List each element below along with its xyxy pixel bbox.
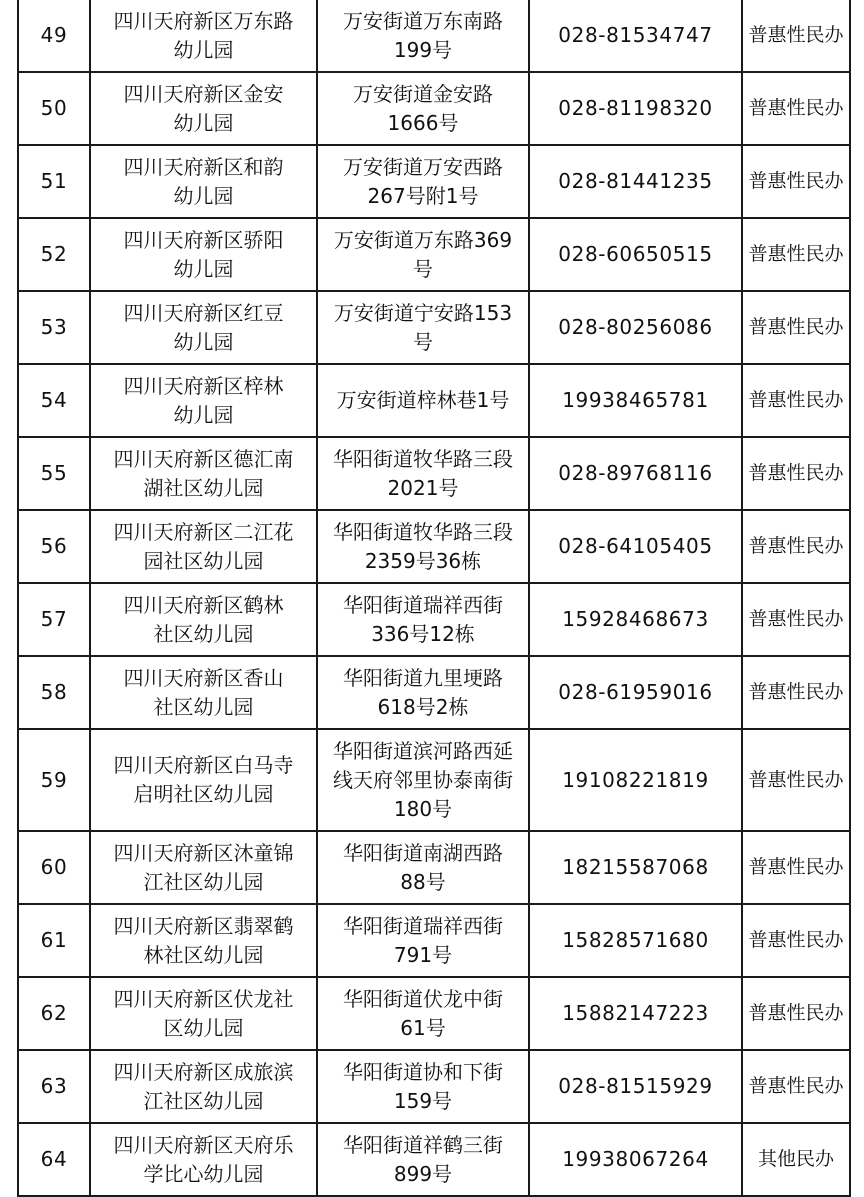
address-line: 华阳街道牧华路三段 bbox=[333, 519, 513, 544]
phone-cell bbox=[529, 510, 742, 583]
row-number-cell bbox=[18, 904, 90, 977]
address-line: 267号附1号 bbox=[367, 183, 479, 208]
phone-cell bbox=[529, 583, 742, 656]
kindergarten-name-cell bbox=[90, 510, 317, 583]
address-line: 华阳街道瑞祥西街 bbox=[343, 913, 503, 938]
phone-cell bbox=[529, 145, 742, 218]
address-line: 万安街道梓林巷1号 bbox=[336, 388, 510, 412]
phone-number: 028-60650515 bbox=[558, 242, 713, 266]
kindergarten-table bbox=[17, 0, 851, 1197]
phone-cell bbox=[529, 977, 742, 1050]
kindergarten-name-cell bbox=[90, 145, 317, 218]
row-number: 61 bbox=[40, 928, 68, 952]
ownership-type: 其他民办 bbox=[757, 1148, 834, 1170]
address-cell bbox=[317, 583, 529, 656]
kindergarten-name-cell bbox=[90, 831, 317, 904]
kindergarten-name-line: 社区幼儿园 bbox=[153, 694, 254, 719]
ownership-type-cell bbox=[742, 0, 850, 72]
address-line: 336号12栋 bbox=[371, 621, 475, 646]
address-line: 华阳街道伏龙中街 bbox=[343, 986, 503, 1011]
ownership-type-cell bbox=[742, 364, 850, 437]
address-line: 88号 bbox=[400, 869, 446, 894]
address-cell bbox=[317, 291, 529, 364]
table-row bbox=[18, 831, 850, 904]
row-number: 56 bbox=[40, 534, 68, 558]
phone-number: 028-89768116 bbox=[558, 461, 713, 485]
kindergarten-name-line: 幼儿园 bbox=[173, 256, 234, 281]
ownership-type: 普惠性民办 bbox=[748, 462, 844, 484]
address-line: 万安街道宁安路153 bbox=[333, 300, 513, 325]
ownership-type: 普惠性民办 bbox=[748, 681, 844, 703]
kindergarten-name-line: 园社区幼儿园 bbox=[143, 548, 264, 573]
ownership-type-cell bbox=[742, 583, 850, 656]
address-cell bbox=[317, 904, 529, 977]
row-number-cell bbox=[18, 656, 90, 729]
kindergarten-name-cell bbox=[90, 291, 317, 364]
ownership-type-cell bbox=[742, 437, 850, 510]
phone-cell bbox=[529, 729, 742, 831]
phone-cell bbox=[529, 291, 742, 364]
ownership-type: 普惠性民办 bbox=[748, 768, 844, 791]
address-line: 159号 bbox=[393, 1088, 453, 1113]
kindergarten-name-line: 四川天府新区翡翠鹤 bbox=[113, 913, 294, 938]
row-number-cell bbox=[18, 0, 90, 72]
ownership-type-cell bbox=[742, 291, 850, 364]
phone-number: 028-81441235 bbox=[558, 169, 713, 193]
phone-number: 15882147223 bbox=[562, 1001, 709, 1025]
ownership-type: 普惠性民办 bbox=[748, 535, 844, 557]
address-line: 199号 bbox=[393, 37, 453, 62]
table-row bbox=[18, 364, 850, 437]
kindergarten-name-cell bbox=[90, 583, 317, 656]
table-row bbox=[18, 0, 850, 72]
row-number: 53 bbox=[40, 315, 68, 339]
row-number-cell bbox=[18, 364, 90, 437]
table-row bbox=[18, 904, 850, 977]
kindergarten-name-line: 四川天府新区德汇南 bbox=[113, 446, 294, 471]
ownership-type-cell bbox=[742, 656, 850, 729]
kindergarten-name-line: 学比心幼儿园 bbox=[143, 1161, 264, 1186]
kindergarten-table-container bbox=[17, 0, 849, 1197]
ownership-type-cell bbox=[742, 145, 850, 218]
phone-cell bbox=[529, 364, 742, 437]
kindergarten-name-line: 四川天府新区白马寺 bbox=[113, 753, 294, 777]
table-row bbox=[18, 977, 850, 1050]
address-line: 华阳街道牧华路三段 bbox=[333, 446, 513, 471]
address-line: 华阳街道协和下街 bbox=[343, 1059, 503, 1084]
row-number-cell bbox=[18, 583, 90, 656]
row-number-cell bbox=[18, 977, 90, 1050]
kindergarten-name-line: 四川天府新区天府乐 bbox=[113, 1132, 294, 1157]
phone-number: 028-64105405 bbox=[558, 534, 713, 558]
ownership-type: 普惠性民办 bbox=[748, 316, 844, 338]
kindergarten-name-line: 幼儿园 bbox=[173, 183, 234, 208]
address-line: 791号 bbox=[393, 942, 453, 967]
row-number: 50 bbox=[40, 96, 68, 120]
address-line: 61号 bbox=[400, 1015, 446, 1040]
phone-cell bbox=[529, 218, 742, 291]
kindergarten-name-line: 四川天府新区梓林 bbox=[123, 373, 284, 398]
ownership-type: 普惠性民办 bbox=[748, 929, 844, 951]
address-line: 万安街道万安西路 bbox=[343, 154, 503, 179]
address-cell bbox=[317, 656, 529, 729]
row-number: 63 bbox=[40, 1074, 68, 1098]
phone-number: 18215587068 bbox=[562, 855, 709, 879]
kindergarten-name-cell bbox=[90, 729, 317, 831]
row-number: 60 bbox=[40, 855, 68, 879]
address-line: 华阳街道滨河路西延 bbox=[333, 738, 513, 763]
phone-cell bbox=[529, 1050, 742, 1123]
kindergarten-name-line: 启明社区幼儿园 bbox=[133, 782, 274, 806]
address-line: 618号2栋 bbox=[377, 694, 469, 719]
address-line: 华阳街道瑞祥西街 bbox=[343, 592, 503, 617]
address-line: 万安街道金安路 bbox=[353, 81, 493, 106]
table-row bbox=[18, 510, 850, 583]
address-cell bbox=[317, 831, 529, 904]
kindergarten-name-line: 幼儿园 bbox=[173, 402, 234, 427]
address-cell bbox=[317, 510, 529, 583]
phone-cell bbox=[529, 656, 742, 729]
kindergarten-name-cell bbox=[90, 437, 317, 510]
row-number-cell bbox=[18, 145, 90, 218]
phone-number: 19938465781 bbox=[562, 388, 709, 412]
ownership-type: 普惠性民办 bbox=[748, 24, 844, 46]
phone-cell bbox=[529, 0, 742, 72]
kindergarten-name-line: 林社区幼儿园 bbox=[143, 942, 264, 967]
phone-number: 19108221819 bbox=[562, 767, 709, 792]
phone-number: 028-81534747 bbox=[558, 23, 713, 47]
kindergarten-name-line: 幼儿园 bbox=[173, 110, 234, 135]
address-cell bbox=[317, 729, 529, 831]
table-body bbox=[18, 0, 850, 1196]
phone-number: 028-80256086 bbox=[558, 315, 713, 339]
ownership-type: 普惠性民办 bbox=[748, 856, 844, 878]
row-number-cell bbox=[18, 72, 90, 145]
kindergarten-name-cell bbox=[90, 0, 317, 72]
ownership-type-cell bbox=[742, 729, 850, 831]
kindergarten-name-line: 四川天府新区万东路 bbox=[113, 8, 294, 33]
address-cell bbox=[317, 977, 529, 1050]
row-number-cell bbox=[18, 291, 90, 364]
row-number: 49 bbox=[40, 23, 68, 47]
row-number: 54 bbox=[40, 388, 68, 412]
phone-cell bbox=[529, 72, 742, 145]
ownership-type: 普惠性民办 bbox=[748, 170, 844, 192]
row-number-cell bbox=[18, 831, 90, 904]
phone-number: 15828571680 bbox=[562, 928, 709, 952]
row-number: 51 bbox=[40, 169, 68, 193]
table-row bbox=[18, 291, 850, 364]
phone-number: 19938067264 bbox=[562, 1147, 709, 1171]
table-row bbox=[18, 729, 850, 831]
address-line: 899号 bbox=[393, 1161, 453, 1186]
phone-number: 028-81198320 bbox=[558, 96, 713, 120]
address-line: 号 bbox=[413, 329, 433, 354]
phone-cell bbox=[529, 831, 742, 904]
address-cell bbox=[317, 0, 529, 72]
kindergarten-name-line: 四川天府新区伏龙社 bbox=[113, 986, 294, 1011]
ownership-type: 普惠性民办 bbox=[748, 1002, 844, 1024]
ownership-type-cell bbox=[742, 72, 850, 145]
row-number-cell bbox=[18, 218, 90, 291]
kindergarten-name-line: 湖社区幼儿园 bbox=[143, 475, 264, 500]
phone-number: 028-61959016 bbox=[558, 680, 713, 704]
kindergarten-name-line: 四川天府新区鹤林 bbox=[123, 592, 284, 617]
kindergarten-name-line: 四川天府新区沐童锦 bbox=[113, 840, 294, 865]
kindergarten-name-cell bbox=[90, 218, 317, 291]
ownership-type-cell bbox=[742, 1123, 850, 1196]
row-number: 58 bbox=[40, 680, 68, 704]
kindergarten-name-line: 四川天府新区和韵 bbox=[123, 154, 284, 179]
kindergarten-name-cell bbox=[90, 364, 317, 437]
ownership-type-cell bbox=[742, 904, 850, 977]
row-number: 62 bbox=[40, 1001, 68, 1025]
row-number: 57 bbox=[40, 607, 68, 631]
address-line: 线天府邻里协泰南街 bbox=[333, 767, 513, 792]
row-number-cell bbox=[18, 1123, 90, 1196]
ownership-type: 普惠性民办 bbox=[748, 608, 844, 630]
phone-cell bbox=[529, 904, 742, 977]
address-line: 华阳街道祥鹤三街 bbox=[343, 1132, 503, 1157]
table-row bbox=[18, 437, 850, 510]
ownership-type-cell bbox=[742, 510, 850, 583]
kindergarten-name-cell bbox=[90, 72, 317, 145]
kindergarten-name-cell bbox=[90, 1050, 317, 1123]
ownership-type-cell bbox=[742, 218, 850, 291]
kindergarten-name-line: 四川天府新区二江花 bbox=[113, 519, 294, 544]
address-line: 2359号36栋 bbox=[364, 548, 482, 573]
ownership-type: 普惠性民办 bbox=[748, 97, 844, 119]
table-row bbox=[18, 1050, 850, 1123]
kindergarten-name-line: 幼儿园 bbox=[173, 329, 234, 354]
row-number-cell bbox=[18, 437, 90, 510]
kindergarten-name-cell bbox=[90, 656, 317, 729]
ownership-type-cell bbox=[742, 831, 850, 904]
kindergarten-name-cell bbox=[90, 904, 317, 977]
kindergarten-name-line: 江社区幼儿园 bbox=[143, 1088, 264, 1113]
row-number: 52 bbox=[40, 242, 68, 266]
row-number: 55 bbox=[40, 461, 68, 485]
row-number-cell bbox=[18, 510, 90, 583]
address-line: 1666号 bbox=[387, 110, 459, 135]
address-cell bbox=[317, 1123, 529, 1196]
address-cell bbox=[317, 437, 529, 510]
ownership-type-cell bbox=[742, 1050, 850, 1123]
ownership-type-cell bbox=[742, 977, 850, 1050]
address-cell bbox=[317, 145, 529, 218]
phone-number: 028-81515929 bbox=[558, 1074, 713, 1098]
table-row bbox=[18, 72, 850, 145]
table-row bbox=[18, 583, 850, 656]
row-number-cell bbox=[18, 1050, 90, 1123]
address-cell bbox=[317, 218, 529, 291]
address-line: 华阳街道南湖西路 bbox=[343, 840, 503, 865]
table-row bbox=[18, 656, 850, 729]
address-line: 华阳街道九里埂路 bbox=[343, 665, 503, 690]
table-row bbox=[18, 1123, 850, 1196]
address-cell bbox=[317, 72, 529, 145]
kindergarten-name-line: 幼儿园 bbox=[173, 37, 234, 62]
address-line: 2021号 bbox=[387, 475, 459, 500]
row-number: 64 bbox=[40, 1147, 68, 1171]
kindergarten-name-line: 江社区幼儿园 bbox=[143, 869, 264, 894]
phone-cell bbox=[529, 1123, 742, 1196]
ownership-type: 普惠性民办 bbox=[748, 1075, 844, 1097]
kindergarten-name-line: 四川天府新区成旅滨 bbox=[113, 1059, 294, 1084]
kindergarten-name-line: 四川天府新区香山 bbox=[123, 665, 284, 690]
row-number-cell bbox=[18, 729, 90, 831]
address-line: 180号 bbox=[393, 796, 453, 821]
ownership-type: 普惠性民办 bbox=[748, 389, 844, 411]
kindergarten-name-cell bbox=[90, 977, 317, 1050]
phone-cell bbox=[529, 437, 742, 510]
kindergarten-name-cell bbox=[90, 1123, 317, 1196]
table-row bbox=[18, 145, 850, 218]
kindergarten-name-line: 四川天府新区红豆 bbox=[123, 300, 284, 325]
address-line: 万安街道万东路369 bbox=[333, 227, 513, 252]
phone-number: 15928468673 bbox=[562, 607, 709, 631]
address-line: 万安街道万东南路 bbox=[343, 8, 503, 33]
table-row bbox=[18, 218, 850, 291]
kindergarten-name-line: 区幼儿园 bbox=[163, 1015, 244, 1040]
kindergarten-name-line: 四川天府新区金安 bbox=[123, 81, 284, 106]
row-number: 59 bbox=[40, 767, 68, 792]
kindergarten-name-line: 四川天府新区骄阳 bbox=[123, 227, 284, 252]
ownership-type: 普惠性民办 bbox=[748, 243, 844, 265]
address-cell bbox=[317, 1050, 529, 1123]
address-line: 号 bbox=[413, 256, 433, 281]
address-cell bbox=[317, 364, 529, 437]
kindergarten-name-line: 社区幼儿园 bbox=[153, 621, 254, 646]
